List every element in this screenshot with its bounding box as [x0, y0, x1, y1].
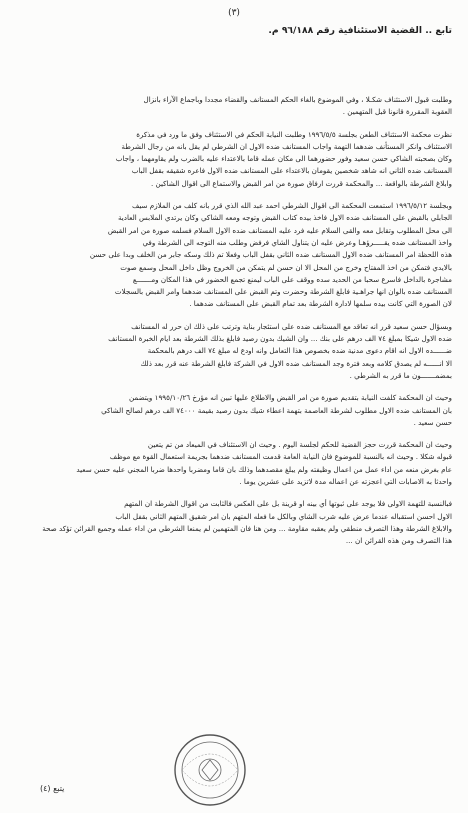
- paragraph-4: [16, 321, 452, 382]
- paragraph-6: [16, 439, 452, 488]
- text-line: حسن سعيد .: [413, 417, 452, 427]
- text-line: المستانف ضده الثاني انه شاهد شخصين يقومان بالاعتداء على المستانف ضده الاول فاعره شقيقه بقفل الباب: [131, 166, 452, 176]
- text-line: بان المستانف ضده الاول مطلوب لشرطة العاصمة بتهمة اعطاء شيك بدون رصيد بقيمة ٧٤٠٠٠ الف درهم لصالح الشاكي: [101, 405, 452, 415]
- text-line: هذه اللحظة امر المستانف ضده الاول المستانف ضده الثاني بقفل الباب وفعلا تم ذلك وسكه جابر من الخلف وبدا على حسن: [89, 250, 452, 260]
- page-number: (٣): [228, 8, 240, 18]
- official-seal-icon: [172, 732, 248, 808]
- text-line: بالايدي فتمكن من اخذ المفتاح وخرج من المحل الا ان حسن لم يتمكن من الخروج وظل داخل المحل وسمع صوت: [120, 262, 452, 272]
- text-line: المستانف ضده بالوان انها جراهـية فابلغ الشرطة وحضرت وتم القبض على المستانف ضدهما وامر القبض بالسجلات: [114, 287, 452, 297]
- text-line: ضده الاول شيكا بمبلغ ٧٤ الف درهم على بنك ... وان الشيك بدون رصيد فابلغ بذلك الشرطة بعد ايام الخبرة المستانف: [108, 334, 452, 344]
- continue-note: يتبع (٤): [40, 784, 65, 793]
- document-body: [16, 94, 452, 548]
- text-line: وبسؤال حسن سعيد قرر انه تعاقد مع المستانف ضده على استئجار بناية وترتب على ذلك ان حرر له المستانف: [131, 321, 452, 331]
- paragraph-3: [16, 200, 452, 311]
- text-line: هذا التصرف ومن هذه القرائن ان ...: [345, 536, 452, 546]
- text-line: عام بغرض منعه من اداء عمل من اعمال وظيفته ولم يبلغ مقصدهما وذلك بان قاما ومضربا واحدها ضربا المجني عليه حسن سعيد: [76, 464, 452, 474]
- text-line: الى محل المطلوب وتقابل معه والقى السلام عليه فرد عليه المستانف ضده الاول السلام فسلمه صورة من امر القبض: [107, 225, 452, 235]
- text-line: بمضمـــــــون ما قرر به الشرطي .: [349, 370, 452, 380]
- text-line: والابلاغ الشرطة وهذا التصرف منطقي ولم يعقبه مقاومة ... ومن هنا فان المتهمين لم يمنعا الشرطي من اداء عمله وجميع القرائن تؤكد صحة: [42, 523, 452, 533]
- text-line: نظرت محكمة الاستئناف الطعن بجلسة ١٩٩٦/٥/٥ وطلبت النيابة الحكم في الاستئناف وفق ما ورد في مذكرة: [136, 129, 452, 139]
- text-line: الا انــــــه لم يصدق كلامه وبعد فترة وجد المستانف ضده الاول في الشركة فابلغ الشرطة عنه قرر بعد ذلك: [140, 358, 452, 368]
- case-header: تابع .. القضية الاستئنافية رقم ٩٦/١٨٨ م.: [268, 25, 452, 36]
- text-line: مشاجرة بالداخل فاسرع سحبا من الحديد سده ووقف على الباب ليمنع تجمع الحضور في هذا المكان ومـــــــع: [132, 274, 452, 284]
- text-line: الجابلي بالقبض على المستانف ضده الاول فاخذ بيده كتاب القبض وتوجه ومعه الشاكي وكان يرتدي الملابس العادية: [117, 213, 452, 223]
- paragraph-5: [16, 392, 452, 429]
- text-line: وابلاغ الشرطة بالواقعة ... والمحكمة قررت ارفاق صورة من امر القبض والاستماع الى اقوال الشاكين .: [151, 178, 452, 188]
- text-line: فبالنسبة للتهمة الاولى فلا يوجد على ثبوتها أي بينه او قرينة بل على العكس فالثابت من اقوال الشرطة ان المتهم: [124, 499, 452, 509]
- text-line: واخذ المستانف ضده يقـــــرؤهـا وعرض عليه ان يتناول الشاي فرفض وطلب منه التوجه الى الشرطة وفي: [142, 237, 452, 247]
- text-line: وحيث ان المحكمة كلفت النيابة بتقديم صورة من امر القبض والاطلاع عليها تبين انه مؤرخ ١٩٩٥/١٠/٢٦ ويتضمن: [129, 393, 452, 403]
- text-line: قبوله شكلا . وحيث انه بالنسبة للموضوع فان النيابة العامة قدمت المستانف ضدهما بجريمة استعمال القوة مع موظف: [109, 452, 452, 462]
- text-line: الاول احسن استقباله عندما عرض عليه شرب الشاي وبالكل ما فعله المتهم بان امر شقيق المتهم الثاني بقفل الباب: [115, 511, 452, 521]
- paragraph-1: [16, 94, 452, 119]
- text-line: لان الصورة التي كانت بيده سلمها لادارة الشرطة بعد تمام القبض على المستانف ضدهما .: [189, 299, 452, 309]
- text-line: وطلبت قبول الاستئناف شكـلا ، وفي الموضوع بالغاء الحكم المستانف والقضاء مجددا وباجماع الآراء بانزال: [143, 95, 452, 104]
- paragraph-2: [16, 129, 452, 190]
- text-line: العقوبة المقررة قانونا قبل المتهمين .: [342, 107, 452, 117]
- text-line: واحدثا به الاصابات التي اعجزته عن اعماله مدة لاتزيد على عشرين يوما .: [239, 477, 452, 487]
- text-line: وبجلسة ١٩٩٦/٥/١٢ استمعت المحكمة الى اقوال الشرطي احمد عبد الله الذي قرر بانه كلف من الملازم سيف: [131, 201, 452, 211]
- text-line: ضــــــده الاول انه اقام دعوى مدنية ضده بخصوص هذا التعامل وانه اودع له مبلغ ٧٤ الف درهم بالمحكمة: [147, 346, 452, 356]
- paragraph-7: [16, 498, 452, 547]
- text-line: وكان بصحبته الشاكي حسن سعيد وفور حضورهما الى مكان عمله قاما بالاعتداء عليه بالضرب ولم يقاومهما ، واجاب: [115, 154, 452, 164]
- text-line: الاستئناف وانكر المستأنف ضدهما التهمة واجاب المستانف ضده الاول ان الشرطي لم يقل بانه من رجال الشرطة: [121, 141, 452, 151]
- text-line: وحيث ان المحكمة قررت حجز القضية للحكم لجلسة اليوم . وحيث ان الاستئناف في الميعاد من تم يتعين: [147, 440, 452, 450]
